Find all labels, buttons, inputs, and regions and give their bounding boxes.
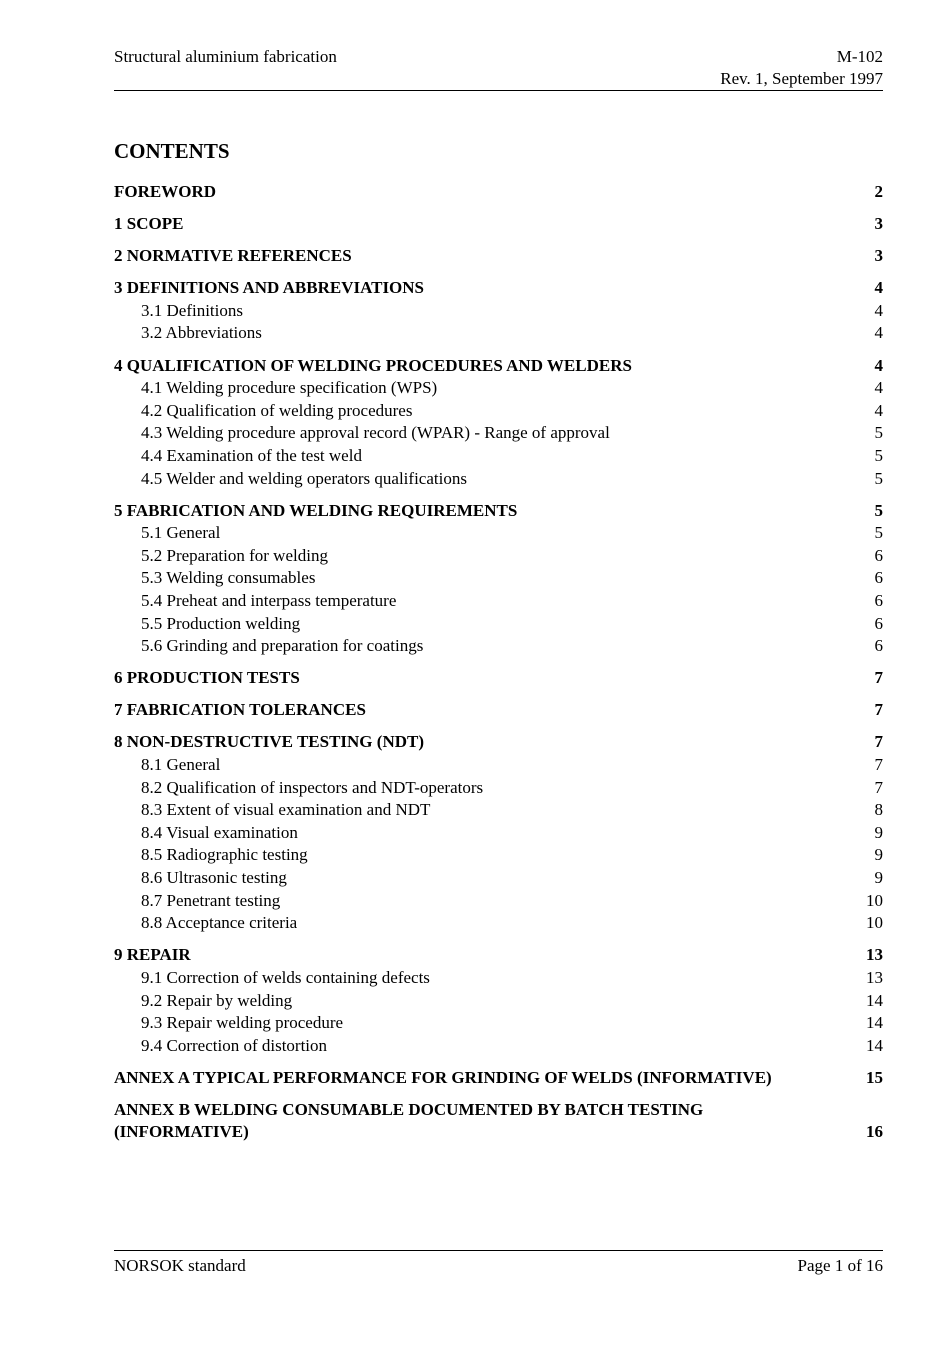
toc-entry-label: 4.2 Qualification of welding procedures xyxy=(141,400,413,420)
toc-entry-normative-references[interactable] xyxy=(114,245,883,268)
toc-entry-annex-b[interactable] xyxy=(114,1099,883,1144)
toc-entry-scope[interactable] xyxy=(114,213,883,236)
toc-entry-page: 13 xyxy=(866,945,883,965)
toc-subentry[interactable] xyxy=(114,590,883,613)
toc-entry-page: 14 xyxy=(866,990,883,1010)
toc-subentry[interactable] xyxy=(114,1012,883,1035)
toc-entry-page: 6 xyxy=(874,568,883,588)
toc-subentry[interactable] xyxy=(114,400,883,423)
toc-entry-label: 9 REPAIR xyxy=(114,945,191,965)
toc-entry-page: 6 xyxy=(874,613,883,633)
toc-entry-page: 7 xyxy=(874,777,883,797)
toc-entry-page: 8 xyxy=(874,800,883,820)
toc-entry-label: 5.6 Grinding and preparation for coatings xyxy=(141,636,424,656)
toc-entry-label: 4 QUALIFICATION OF WELDING PROCEDURES AND WELDERS xyxy=(114,355,632,375)
toc-entry-label: 5.4 Preheat and interpass temperature xyxy=(141,591,397,610)
toc-entry-label: 5.5 Production welding xyxy=(141,613,301,633)
toc-entry-page: 14 xyxy=(866,1035,883,1055)
footer-rule xyxy=(114,1250,883,1251)
header-rule xyxy=(114,90,883,91)
toc-subentry[interactable] xyxy=(114,754,883,777)
toc-entry-label: 9.2 Repair by welding xyxy=(141,990,293,1010)
toc-entry-page: 5 xyxy=(874,523,883,543)
toc-entry-fabrication-tolerances[interactable] xyxy=(114,699,883,722)
toc-entry-label: 8.5 Radiographic testing xyxy=(141,845,308,865)
toc-entry-page: 7 xyxy=(874,700,883,720)
toc-subentry[interactable] xyxy=(114,567,883,590)
toc-subentry[interactable] xyxy=(114,545,883,568)
toc-entry-page: 2 xyxy=(874,182,883,201)
toc-subentry[interactable] xyxy=(114,822,883,845)
toc-subentry[interactable] xyxy=(114,799,883,822)
toc-entry-label: 5.1 General xyxy=(141,523,221,543)
toc-subentry[interactable] xyxy=(114,422,883,445)
toc-entry-page: 5 xyxy=(874,423,883,443)
toc-entry-page: 9 xyxy=(874,868,883,888)
toc-entry-label: 4.4 Examination of the test weld xyxy=(141,445,362,465)
footer-standard: NORSOK standard xyxy=(114,1256,246,1275)
table-of-contents xyxy=(114,181,883,1144)
toc-entry-label: 5.3 Welding consumables xyxy=(141,568,316,588)
footer-page-number: Page 1 of 16 xyxy=(797,1256,883,1275)
toc-entry-fabrication-welding[interactable] xyxy=(114,500,883,523)
toc-entry-label: 8.6 Ultrasonic testing xyxy=(141,868,287,888)
toc-subentry[interactable] xyxy=(114,867,883,890)
toc-subentry[interactable] xyxy=(114,844,883,867)
toc-entry-page: 5 xyxy=(874,445,883,465)
toc-entry-page: 4 xyxy=(874,378,883,398)
document-page xyxy=(114,0,883,1144)
toc-subentry[interactable] xyxy=(114,635,883,658)
toc-entry-label: 5 FABRICATION AND WELDING REQUIREMENTS xyxy=(114,500,518,520)
toc-entry-label: 8.1 General xyxy=(141,755,221,775)
toc-entry-page: 4 xyxy=(874,400,883,420)
document-title: Structural aluminium fabrication xyxy=(114,47,337,66)
toc-entry-page: 10 xyxy=(866,913,883,933)
toc-subentry[interactable] xyxy=(114,322,883,345)
toc-subentry[interactable] xyxy=(114,300,883,323)
toc-entry-repair[interactable] xyxy=(114,944,883,967)
toc-entry-label: 9.3 Repair welding procedure xyxy=(141,1013,344,1033)
toc-entry-page: 16 xyxy=(866,1122,883,1142)
toc-entry-label: 3.1 Definitions xyxy=(141,300,243,320)
document-code: M-102 xyxy=(836,47,883,66)
toc-entry-label: ANNEX A TYPICAL PERFORMANCE FOR GRINDING OF WELDS (INFORMATIVE) xyxy=(114,1067,772,1087)
toc-entry-page: 7 xyxy=(874,732,883,752)
toc-entry-label: 9.1 Correction of welds containing defects xyxy=(141,967,430,987)
toc-entry-label: 4.1 Welding procedure specification (WPS) xyxy=(141,378,438,398)
toc-entry-qualification[interactable] xyxy=(114,355,883,378)
toc-subentry[interactable] xyxy=(114,377,883,400)
toc-entry-page: 4 xyxy=(874,323,883,343)
toc-entry-page: 10 xyxy=(866,890,883,910)
toc-subentry[interactable] xyxy=(114,890,883,913)
toc-entry-page: 7 xyxy=(874,755,883,775)
toc-subentry[interactable] xyxy=(114,613,883,636)
contents-heading: CONTENTS xyxy=(114,139,230,163)
toc-subentry[interactable] xyxy=(114,912,883,935)
toc-entry-page: 6 xyxy=(874,591,883,610)
toc-entry-page: 6 xyxy=(874,636,883,656)
toc-entry-page: 3 xyxy=(874,246,883,266)
revision-row xyxy=(114,68,883,90)
toc-entry-annex-a[interactable] xyxy=(114,1067,883,1090)
toc-entry-label: 4.5 Welder and welding operators qualifications xyxy=(141,468,467,488)
toc-entry-page: 6 xyxy=(874,545,883,565)
toc-entry-page: 4 xyxy=(874,300,883,320)
toc-subentry[interactable] xyxy=(114,777,883,800)
toc-entry-page: 13 xyxy=(866,967,883,987)
toc-subentry[interactable] xyxy=(114,990,883,1013)
toc-entry-label: 8.4 Visual examination xyxy=(141,822,298,842)
toc-entry-page: 4 xyxy=(874,355,883,375)
toc-entry-label: 8.2 Qualification of inspectors and NDT-operators xyxy=(141,777,484,797)
toc-entry-page: 9 xyxy=(874,845,883,865)
toc-entry-label: 8.8 Acceptance criteria xyxy=(141,913,298,933)
toc-entry-label: 8.3 Extent of visual examination and NDT xyxy=(141,800,431,820)
toc-subentry[interactable] xyxy=(114,1035,883,1058)
toc-entry-label: 4.3 Welding procedure approval record (WPAR) - Range of approval xyxy=(141,423,610,443)
running-header xyxy=(114,46,883,68)
toc-entry-page: 4 xyxy=(874,278,883,298)
toc-subentry[interactable] xyxy=(114,967,883,990)
toc-entry-label: 8 NON-DESTRUCTIVE TESTING (NDT) xyxy=(114,732,424,752)
toc-entry-label: 8.7 Penetrant testing xyxy=(141,890,281,910)
toc-entry-label: 3 DEFINITIONS AND ABBREVIATIONS xyxy=(114,278,425,298)
toc-entry-label: 6 PRODUCTION TESTS xyxy=(114,668,300,688)
toc-entry-page: 14 xyxy=(866,1013,883,1033)
toc-entry-foreword[interactable] xyxy=(114,181,883,204)
revision-text: Rev. 1, September 1997 xyxy=(720,69,883,88)
toc-entry-label: 1 SCOPE xyxy=(114,214,184,234)
toc-entry-label: ANNEX B WELDING CONSUMABLE DOCUMENTED BY BATCH TESTING (INFORMATIVE) xyxy=(114,1099,704,1142)
toc-entry-label: FOREWORD xyxy=(114,182,216,201)
toc-entry-page: 15 xyxy=(866,1067,883,1087)
toc-entry-label: 2 NORMATIVE REFERENCES xyxy=(114,246,352,266)
toc-entry-production-tests[interactable] xyxy=(114,667,883,690)
toc-subentry[interactable] xyxy=(114,468,883,491)
toc-entry-label: 3.2 Abbreviations xyxy=(141,323,262,343)
toc-entry-page: 5 xyxy=(874,468,883,488)
toc-entry-label: 5.2 Preparation for welding xyxy=(141,545,328,565)
toc-entry-label: 9.4 Correction of distortion xyxy=(141,1035,328,1055)
toc-subentry[interactable] xyxy=(114,445,883,468)
toc-subentry[interactable] xyxy=(114,522,883,545)
toc-entry-page: 9 xyxy=(874,822,883,842)
toc-entry-label: 7 FABRICATION TOLERANCES xyxy=(114,700,366,720)
toc-entry-ndt[interactable] xyxy=(114,731,883,754)
toc-entry-page: 7 xyxy=(874,668,883,688)
toc-entry-page: 3 xyxy=(874,214,883,234)
toc-entry-page: 5 xyxy=(874,500,883,520)
toc-entry-definitions-and-abbreviations[interactable] xyxy=(114,277,883,300)
page-footer xyxy=(114,1250,883,1277)
